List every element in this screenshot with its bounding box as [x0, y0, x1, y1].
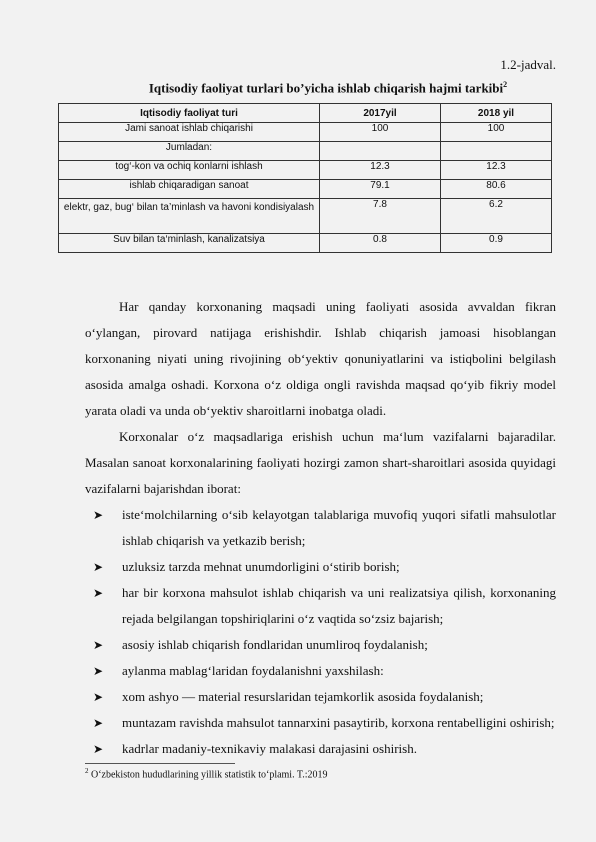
cell-2018: 0.9 — [441, 234, 552, 253]
list-item — [90, 710, 556, 736]
footnote-text: O‘zbekiston hududlarining yillik statistik to‘plami. T.:2019 — [88, 769, 328, 781]
list-item-text: aylanma mablag‘laridan foydalanishni yaxshilash: — [122, 663, 384, 678]
list-item — [90, 502, 556, 554]
cell-2018: 100 — [441, 123, 552, 142]
cell-activity: Jami sanoat ishlab chiqarishi — [59, 123, 320, 142]
cell-2017: 79.1 — [320, 180, 441, 199]
table-row — [59, 123, 552, 142]
table-label: 1.2-jadval. — [500, 57, 556, 72]
arrow-right-icon: ➤ — [93, 690, 104, 704]
paragraph-2: Korxonalar o‘z maqsadlariga erishish uchun ma‘lum vazifalarni bajaradilar. Masalan sanoat korxonalarining faoliyati hozirgi zamon shart-sharoitlari asosida quyidagi vazifalarni bajarishdan iborat: — [85, 429, 556, 496]
paragraph-1: Har qanday korxonaning maqsadi uning faoliyati asosida avvaldan fikran o‘ylangan, pirovard natijaga erishishdir. Ishlab chiqarish jamoasi hisoblangan korxonaning niyati uning rivojining ob‘yektiv qonuniyatlarini va istiqbolini belgilash asosida amalga oshadi. Korxona o‘z oldiga ongli ravishda maqsad qo‘yib fikriy model yarata oladi va unda ob‘yektiv sharoitlarni inobatga oladi. — [85, 299, 556, 418]
arrow-right-icon: ➤ — [93, 508, 104, 522]
cell-activity: Jumladan: — [59, 142, 320, 161]
table-caption — [0, 80, 596, 96]
table-row — [59, 234, 552, 253]
cell-2018 — [441, 142, 552, 161]
arrow-right-icon: ➤ — [93, 742, 104, 756]
arrow-right-icon: ➤ — [93, 638, 104, 652]
table-row — [59, 180, 552, 199]
cell-activity: ishlab chiqaradigan sanoat — [59, 180, 320, 199]
caption-text: Iqtisodiy faoliyat turlari bo’yicha ishlab chiqarish hajmi tarkibi — [148, 80, 504, 96]
col-header-2018: 2018 yil — [441, 104, 552, 123]
table-row — [59, 199, 552, 234]
list-item — [90, 684, 556, 710]
cell-2018: 6.2 — [441, 199, 552, 234]
cell-2017: 7.8 — [320, 199, 441, 234]
body-text — [85, 294, 556, 762]
list-item-text: kadrlar madaniy-texnikaviy malakasi darajasini oshirish. — [122, 741, 417, 756]
footnote-divider — [85, 763, 235, 764]
cell-2017: 100 — [320, 123, 441, 142]
col-header-activity: Iqtisodiy faoliyat turi — [59, 104, 320, 123]
footnote-number: 2 — [85, 767, 89, 775]
table-header-row — [59, 104, 552, 123]
list-item-text: iste‘molchilarning o‘sib kelayotgan talablariga muvofiq yuqori sifatli mahsulotlar ishlab chiqarish va yetkazib berish; — [122, 507, 556, 548]
cell-2018: 80.6 — [441, 180, 552, 199]
list-item-text: xom ashyo — material resurslaridan tejamkorlik asosida foydalanish; — [122, 689, 484, 704]
cell-2017: 12.3 — [320, 161, 441, 180]
arrow-right-icon: ➤ — [93, 586, 104, 600]
list-item-text: uzluksiz tarzda mehnat unumdorligini o‘stirib borish; — [122, 559, 400, 574]
col-header-2017: 2017yil — [320, 104, 441, 123]
list-item — [90, 554, 556, 580]
cell-activity: Suv bilan ta‘minlash, kanalizatsiya — [59, 234, 320, 253]
cell-activity: elektr, gaz, bug‘ bilan ta’minlash va havoni kondisiyalash — [59, 199, 320, 234]
arrow-right-icon: ➤ — [93, 560, 104, 574]
list-item — [90, 580, 556, 632]
arrow-right-icon: ➤ — [93, 664, 104, 678]
footnote — [85, 767, 328, 780]
cell-2017 — [320, 142, 441, 161]
cell-2017: 0.8 — [320, 234, 441, 253]
cell-activity: tog‘-kon va ochiq konlarni ishlash — [59, 161, 320, 180]
production-structure-table — [58, 103, 552, 253]
cell-2018: 12.3 — [441, 161, 552, 180]
list-item-text: muntazam ravishda mahsulot tannarxini pasaytirib, korxona rentabelligini oshirish; — [122, 715, 555, 730]
caption-footnote-ref: 2 — [503, 80, 508, 89]
list-item — [90, 632, 556, 658]
list-item-text: har bir korxona mahsulot ishlab chiqarish va uni realizatsiya qilish, korxonaning rejada belgilangan topshiriqlarini o‘z vaqtida so‘zsiz bajarish; — [122, 585, 556, 626]
arrow-right-icon: ➤ — [93, 716, 104, 730]
task-list — [85, 502, 556, 762]
table-row — [59, 142, 552, 161]
list-item — [90, 658, 556, 684]
list-item — [90, 736, 556, 762]
table-row — [59, 161, 552, 180]
list-item-text: asosiy ishlab chiqarish fondlaridan unumliroq foydalanish; — [122, 637, 428, 652]
